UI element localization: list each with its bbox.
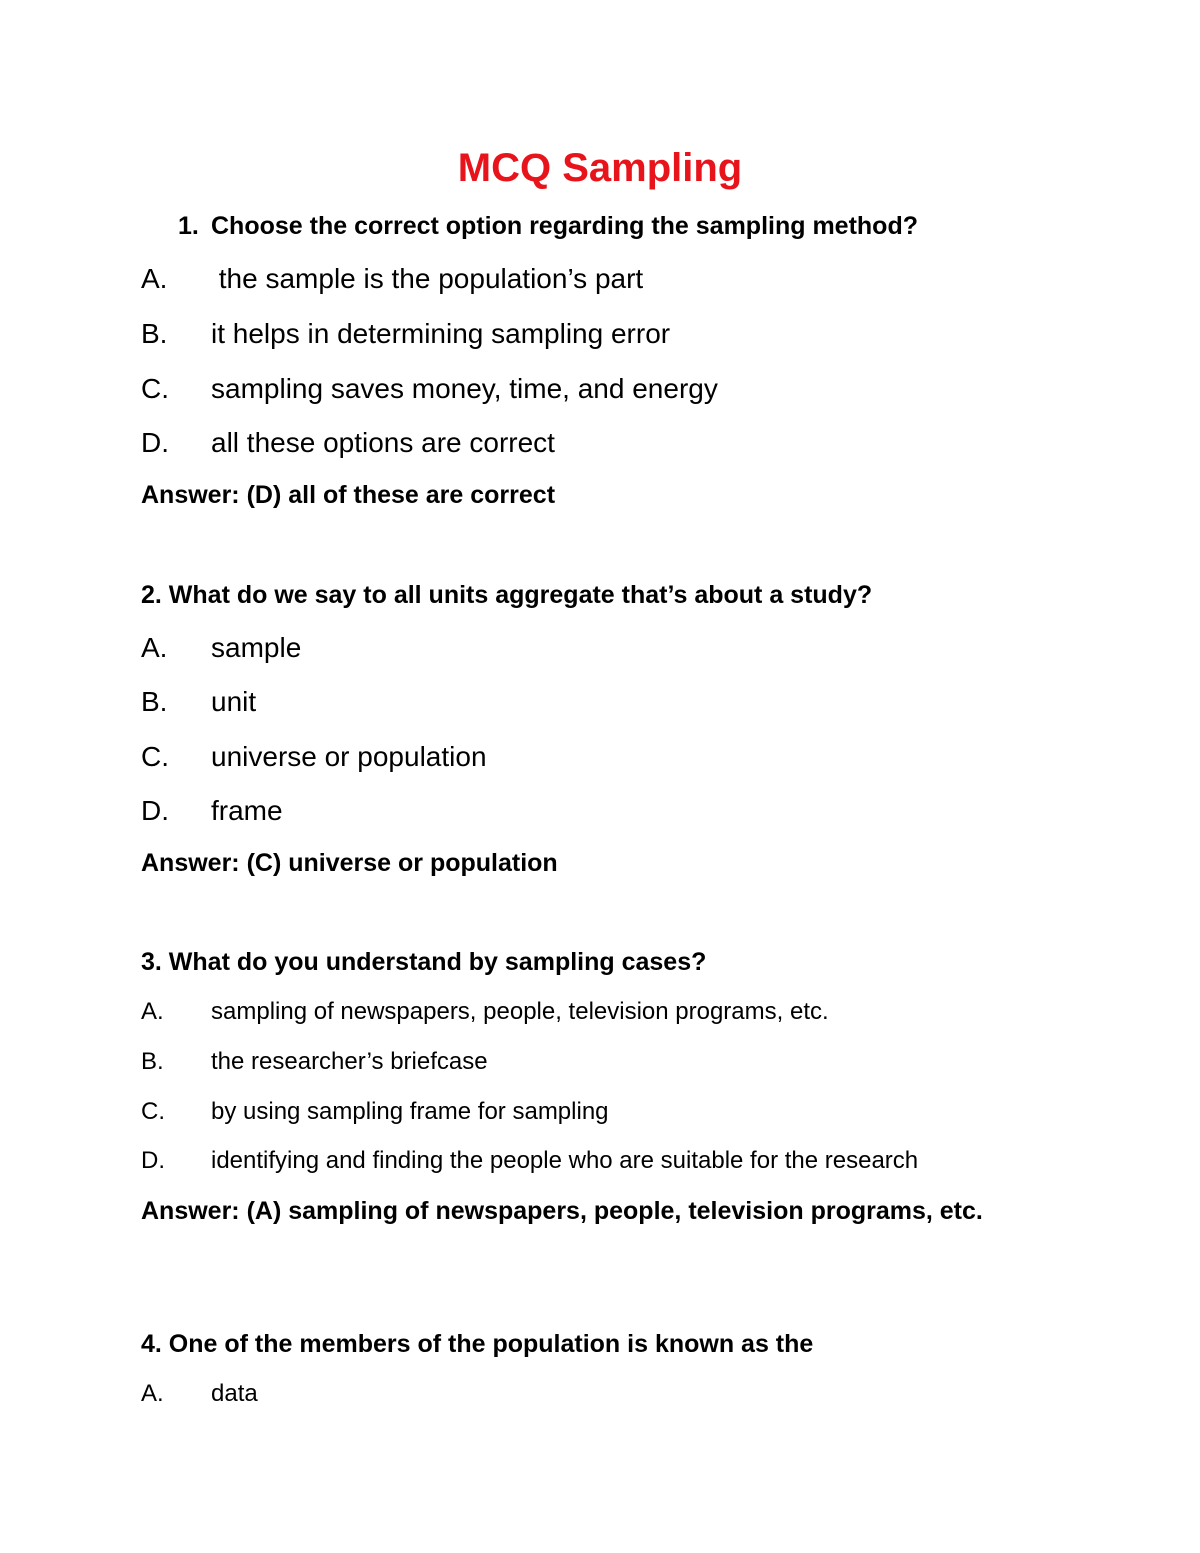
question-2-text: 2. What do we say to all units aggregate that’s about a study?: [141, 581, 873, 609]
option-letter: B.: [141, 318, 168, 349]
question-3-option-d: [0, 1145, 1200, 1177]
question-1-answer: Answer: (D) all of these are correct: [141, 481, 556, 509]
option-text: all these options are correct: [211, 427, 555, 458]
question-2-option-b: [0, 683, 1200, 721]
question-3-option-a: [0, 996, 1200, 1028]
option-text: sample: [211, 632, 302, 663]
option-text: identifying and finding the people who are suitable for the research: [211, 1147, 919, 1174]
option-text: unit: [211, 686, 257, 717]
option-text: the sample is the population’s part: [211, 263, 644, 294]
option-text: the researcher’s briefcase: [211, 1048, 488, 1075]
question-1-option-b: [0, 315, 1200, 353]
option-letter: C.: [141, 1098, 165, 1125]
option-letter: C.: [141, 373, 169, 404]
option-text: by using sampling frame for sampling: [211, 1098, 609, 1125]
question-1-number: 1.: [178, 212, 199, 240]
question-2-option-c: [0, 738, 1200, 776]
question-3-text: 3. What do you understand by sampling cases?: [141, 948, 707, 976]
option-text: universe or population: [211, 741, 487, 772]
option-letter: A.: [141, 632, 168, 663]
option-letter: D.: [141, 795, 169, 826]
option-text: sampling of newspapers, people, television programs, etc.: [211, 998, 829, 1025]
question-4-text: 4. One of the members of the population is known as the: [141, 1330, 814, 1358]
option-letter: B.: [141, 686, 168, 717]
option-letter: B.: [141, 1048, 164, 1075]
option-text: sampling saves money, time, and energy: [211, 373, 718, 404]
option-text: it helps in determining sampling error: [211, 318, 671, 349]
option-letter: A.: [141, 1380, 164, 1407]
option-letter: A.: [141, 263, 168, 294]
option-letter: C.: [141, 741, 169, 772]
option-letter: D.: [141, 427, 169, 458]
question-2-answer: Answer: (C) universe or population: [141, 849, 558, 877]
question-1-text: Choose the correct option regarding the sampling method?: [211, 212, 918, 240]
question-3-option-b: [0, 1046, 1200, 1078]
question-2-option-a: [0, 629, 1200, 667]
question-1-option-c: [0, 370, 1200, 408]
option-letter: D.: [141, 1147, 165, 1174]
question-3-answer: Answer: (A) sampling of newspapers, people, television programs, etc.: [141, 1197, 983, 1225]
page-title: MCQ Sampling: [457, 146, 743, 190]
question-1-option-d: [0, 424, 1200, 462]
option-letter: A.: [141, 998, 164, 1025]
option-text: frame: [211, 795, 283, 826]
question-4-option-a: [0, 1378, 1200, 1410]
option-text: data: [211, 1380, 258, 1407]
question-2-option-d: [0, 792, 1200, 830]
question-1-option-a: [0, 260, 1200, 298]
question-3-option-c: [0, 1096, 1200, 1128]
